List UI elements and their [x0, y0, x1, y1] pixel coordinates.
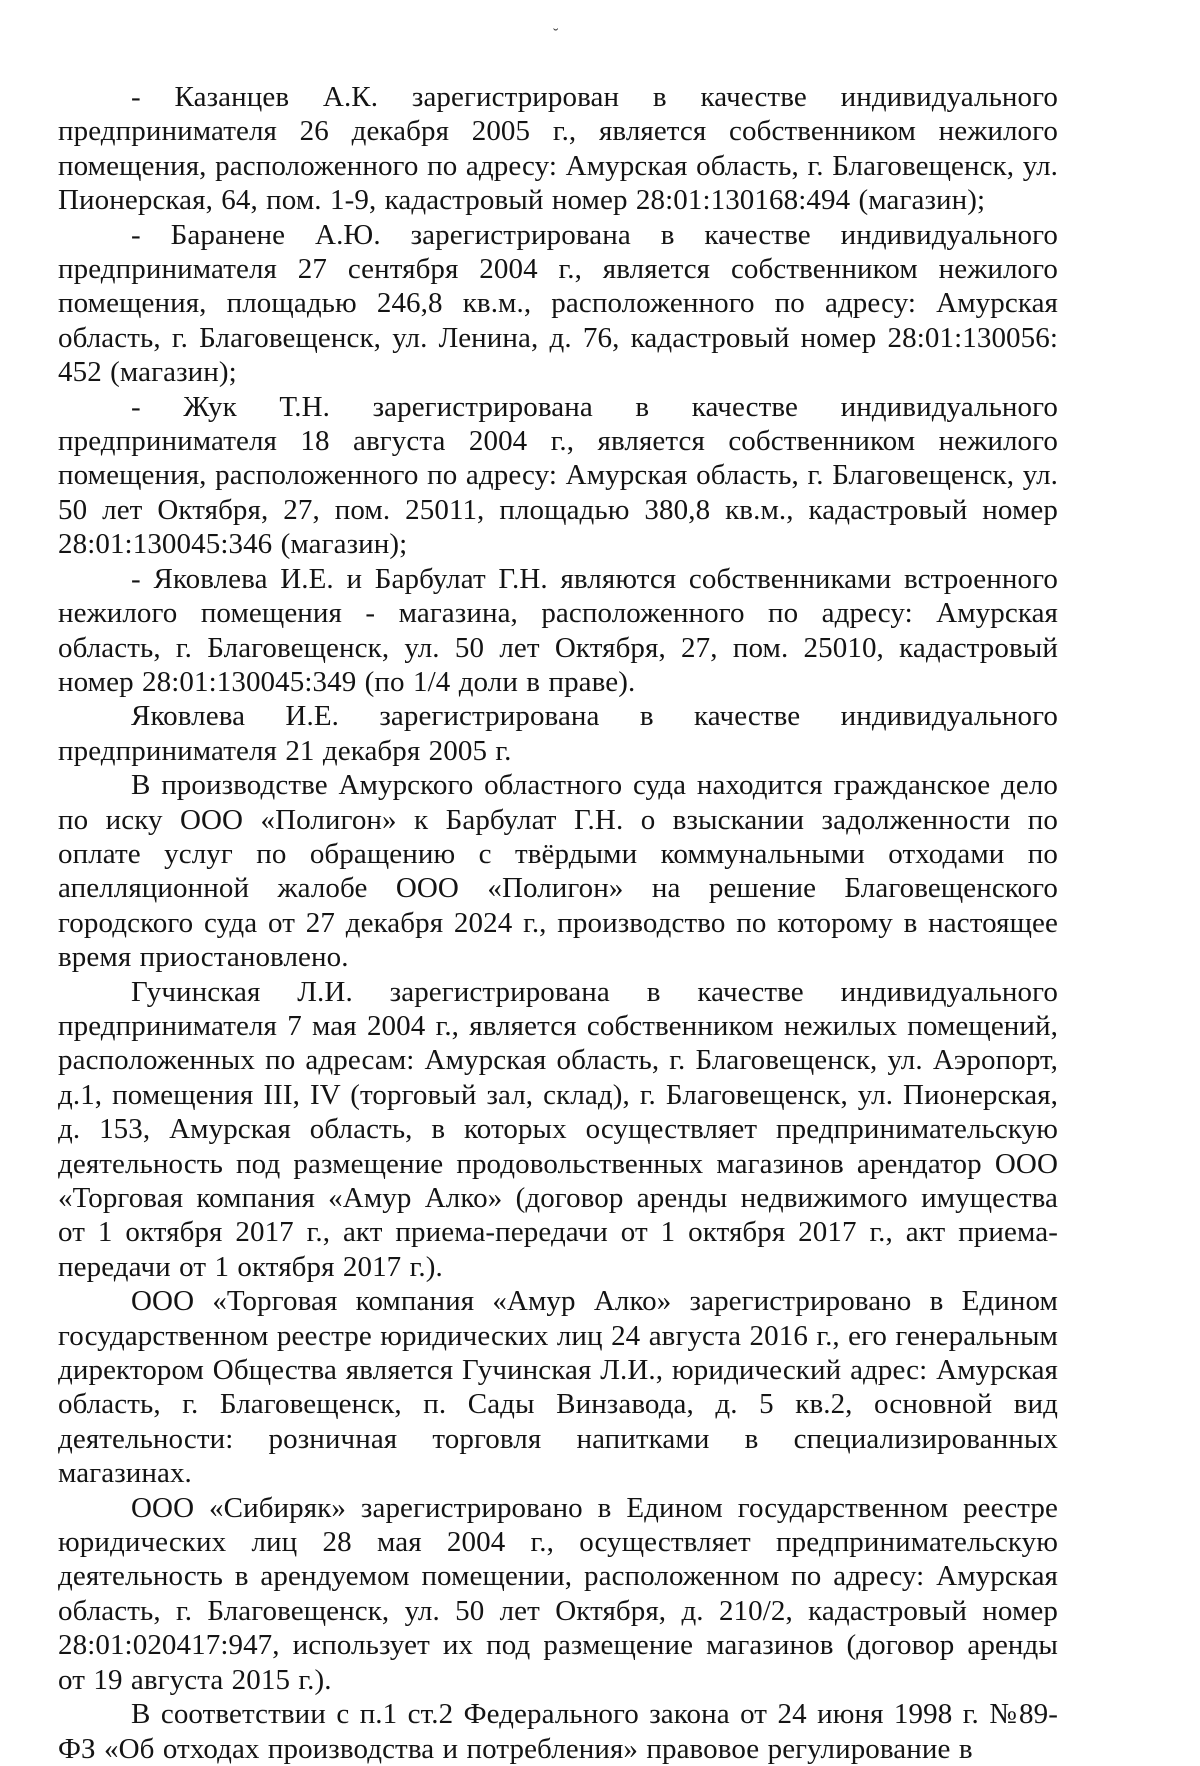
paragraph-yakovleva-registration: Яковлева И.Е. зарегистрирована в качестве индивидуального предпринимателя 21 декабря 2005 г.	[58, 700, 1058, 767]
paragraph-guchinskaya: Гучинская Л.И. зарегистрирована в качестве индивидуального предпринимателя 7 мая 2004 г., является собственником нежилых помещений, расположенных по адресам: Амурская область, г. Благовещенск, ул. Аэропорт, д.1, помещения III, IV (торговый зал, склад), г. Благовещенск, ул. Пионерская, д. 153, Амурская область, в которых осуществляет предпринимательскую деятельность под размещение продовольственных магазинов арендатор ООО «Торговая компания «Амур Алко» (договор аренды недвижимого имущества от 1 октября 2017 г., акт приема-передачи от 1 октября 2017 г., акт приема-передачи от 1 октября 2017 г.).	[58, 975, 1058, 1283]
paragraph-sibiryak: ООО «Сибиряк» зарегистрировано в Едином государственном реестре юридических лиц 28 мая 2004 г., осуществляет предпринимательскую деятельность в арендуемом помещении, расположенном по адресу: Амурская область, г. Благовещенск, ул. 50 лет Октября, д. 210/2, кадастровый номер 28:01:020417:947, использует их под размещение магазинов (договор аренды от 19 августа 2015 г.).	[58, 1491, 1058, 1696]
paragraph-baranene: - Баранене А.Ю. зарегистрирована в качестве индивидуального предпринимателя 27 сентября 2004 г., является собственником нежилого помещения, площадью 246,8 кв.м., расположенного по адресу: Амурская область, г. Благовещенск, ул. Ленина, д. 76, кадастровый номер 28:01:130056: 452 (магазин);	[58, 218, 1058, 389]
paragraph-kazantsev: - Казанцев А.К. зарегистрирован в качестве индивидуального предпринимателя 26 декабря 2005 г., является собственником нежилого помещения, расположенного по адресу: Амурская область, г. Благовещенск, ул. Пионерская, 64, пом. 1-9, кадастровый номер 28:01:130168:494 (магазин);	[58, 81, 1058, 217]
scan-mark: ˘	[553, 26, 559, 43]
paragraph-yakovleva-barbulat: - Яковлева И.Е. и Барбулат Г.Н. являются собственниками встроенного нежилого помещения - магазина, расположенного по адресу: Амурская область, г. Благовещенск, ул. 50 лет Октября, 27, пом. 25010, кадастровый номер 28:01:130045:349 (по 1/4 доли в праве).	[58, 562, 1058, 698]
document-body	[58, 80, 1058, 1766]
paragraph-amur-alko: ООО «Торговая компания «Амур Алко» зарегистрировано в Едином государственном реестре юридических лиц 24 августа 2016 г., его генеральным директором Общества является Гучинская Л.И., юридический адрес: Амурская область, г. Благовещенск, п. Сады Винзавода, д. 5 кв.2, основной вид деятельности: розничная торговля напитками в специализированных магазинах.	[58, 1285, 1058, 1490]
paragraph-federal-law: В соответствии с п.1 ст.2 Федерального закона от 24 июня 1998 г. №89-ФЗ «Об отходах производства и потребления» правовое регулирование в	[58, 1698, 1058, 1765]
paragraph-zhuk: - Жук Т.Н. зарегистрирована в качестве индивидуального предпринимателя 18 августа 2004 г., является собственником нежилого помещения, расположенного по адресу: Амурская область, г. Благовещенск, ул. 50 лет Октября, 27, пом. 25011, площадью 380,8 кв.м., кадастровый номер 28:01:130045:346 (магазин);	[58, 390, 1058, 561]
paragraph-court-case: В производстве Амурского областного суда находится гражданское дело по иску ООО «Полигон» к Барбулат Г.Н. о взыскании задолженности по оплате услуг по обращению с твёрдыми коммунальными отходами по апелляционной жалобе ООО «Полигон» на решение Благовещенского городского суда от 27 декабря 2024 г., производство по которому в настоящее время приостановлено.	[58, 769, 1058, 974]
